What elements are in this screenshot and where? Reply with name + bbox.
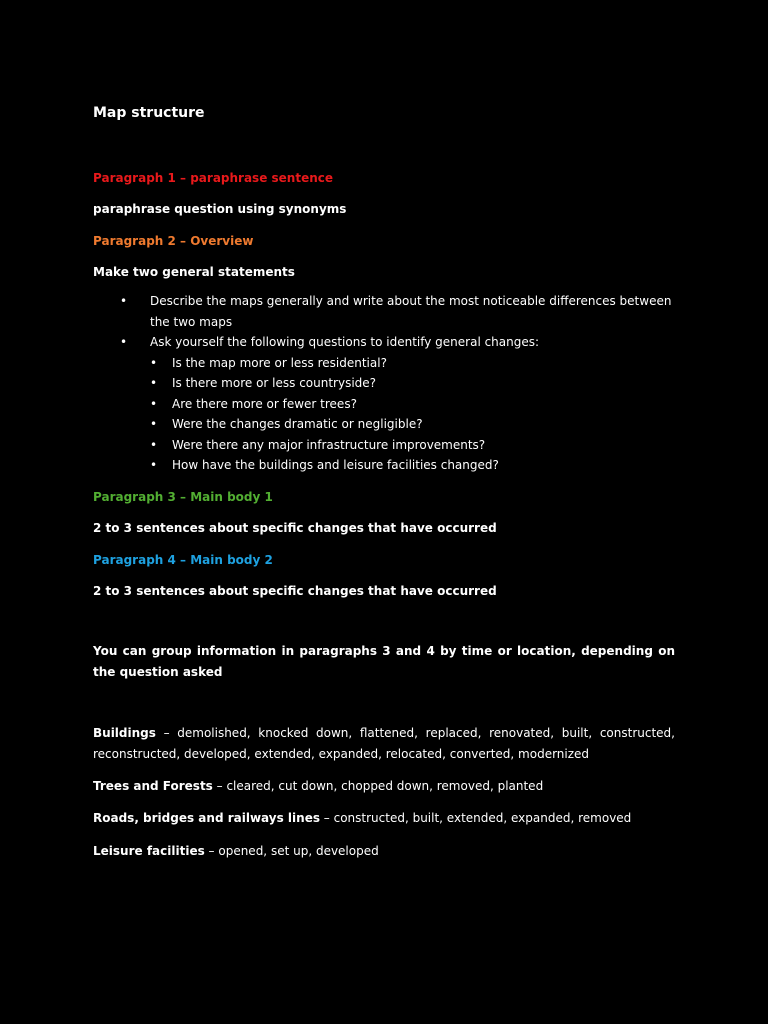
paragraph-3-instruction: 2 to 3 sentences about specific changes that have occurred <box>93 521 497 535</box>
vocab-leisure <box>93 841 379 862</box>
page-title: Map structure <box>93 105 205 121</box>
vocab-term: Trees and Forests <box>93 779 213 793</box>
vocab-buildings <box>93 723 675 764</box>
overview-bullet-list <box>93 291 675 476</box>
bullet-text: Ask yourself the following questions to identify general changes: <box>150 335 540 349</box>
sub-list-item: • How have the buildings and leisure facilities changed? <box>150 455 675 476</box>
sub-list-item: • Were the changes dramatic or negligible? <box>150 414 675 435</box>
vocab-trees <box>93 776 543 797</box>
sub-list-item: • Is the map more or less residential? <box>150 353 675 374</box>
sub-list-item: • Is there more or less countryside? <box>150 373 675 394</box>
paragraph-2-instruction: Make two general statements <box>93 265 295 279</box>
paragraph-2-heading: Paragraph 2 – Overview <box>93 234 254 248</box>
list-item <box>93 332 675 476</box>
vocab-words: – opened, set up, developed <box>204 844 379 858</box>
vocab-words: – demolished, knocked down, flattened, replaced, renovated, built, constructed, reconstructed, developed, extended, expanded, relocated, converted, modernized <box>93 726 675 761</box>
paragraph-4-heading: Paragraph 4 – Main body 2 <box>93 553 273 567</box>
paragraph-1-instruction: paraphrase question using synonyms <box>93 202 347 216</box>
paragraph-3-heading: Paragraph 3 – Main body 1 <box>93 490 273 504</box>
vocab-term: Leisure facilities <box>93 844 205 858</box>
vocab-roads <box>93 808 631 829</box>
vocab-words: – cleared, cut down, chopped down, removed, planted <box>212 779 544 793</box>
vocab-term: Buildings <box>93 726 156 740</box>
paragraph-4-instruction: 2 to 3 sentences about specific changes that have occurred <box>93 584 497 598</box>
bullet-text: Describe the maps generally and write about the most noticeable differences between the two maps <box>150 294 672 329</box>
paragraph-1-heading: Paragraph 1 – paraphrase sentence <box>93 171 334 185</box>
vocab-words: – constructed, built, extended, expanded, removed <box>319 811 632 825</box>
list-item <box>93 291 675 332</box>
sub-list-item: • Were there any major infrastructure improvements? <box>150 435 675 456</box>
sub-list-item: • Are there more or fewer trees? <box>150 394 675 415</box>
vocab-term: Roads, bridges and railways lines <box>93 811 320 825</box>
grouping-note: You can group information in paragraphs 3 and 4 by time or location, depending on the question asked <box>93 644 675 679</box>
question-sub-list <box>150 353 675 476</box>
